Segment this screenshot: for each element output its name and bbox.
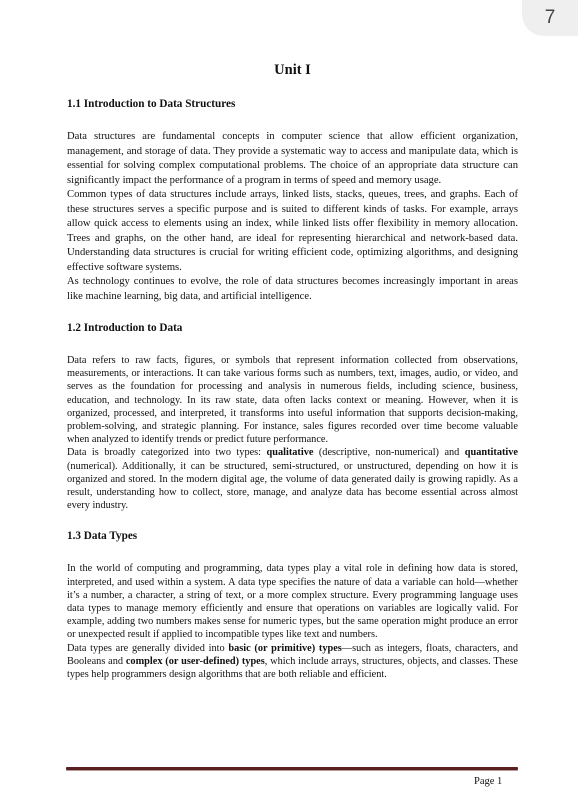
bold-term: complex (or user-defined) types — [125, 655, 265, 667]
text-run: Data is broadly categorized into two types: — [67, 447, 267, 459]
paragraph: Data refers to raw facts, figures, or symbols that represent information collected from observations, measurements, or interactions. It can take various forms such as numbers, text, images, audio, or video, and serves as the foundation for processing and analysis in numerous fields, including science, business, education, and technology. In its raw state, data often lacks context or meaning. However, when it is organized, processed, and interpreted, it transforms into useful information that supports decision-making, problem-solving, and strategic planning. For instance, sales figures recorded over time become valuable when analyzed to identify trends or predict future performance. — [67, 355, 518, 446]
footer-rule — [66, 767, 518, 770]
bold-term: qualitative — [266, 447, 314, 459]
corner-page-number: 7 — [522, 0, 578, 36]
text-run: (descriptive, non-numerical) and — [313, 447, 465, 459]
paragraph: In the world of computing and programming, data types play a vital role in defining how data is stored, interpreted, and used within a system. A data type specifies the nature of data a variable can hold—whether it’s a number, a character, a string of text, or a more complex structure. Every programming language uses data types to manage memory efficiently and ensure that operations on variables are logically valid. For example, adding two numbers makes sense for numeric types, but the same operation might produce an error or unexpected result if applied to incompatible types like text and numbers. — [67, 563, 518, 641]
footer-page-number: Page 1 — [474, 776, 503, 787]
text-run: —such as integers, floats, characters, and Booleans and — [67, 642, 518, 667]
unit-title: Unit I — [274, 62, 311, 78]
section-1-2 — [67, 321, 518, 512]
paragraph — [67, 446, 518, 512]
paragraph: Data structures are fundamental concepts in computer science that allow efficient organization, management, and storage of data. They provide a systematic way to access and manipulate data, which is essential for solving complex computational problems. The choice of an appropriate data structure can significantly impact the performance of a program in terms of speed and memory usage. — [67, 131, 518, 186]
section-1-1 — [67, 97, 518, 304]
section-heading: 1.2 Introduction to Data — [67, 322, 183, 334]
paragraph — [67, 642, 518, 682]
text-run: Data types are generally divided into — [67, 642, 229, 654]
text-run: , which include arrays, structures, objects, and classes. These types help programmers design algorithms that are both reliable and efficient. — [67, 655, 518, 681]
section-heading: 1.3 Data Types — [67, 530, 138, 543]
bold-term: quantitative — [464, 447, 518, 459]
text-run: (numerical). Additionally, it can be structured, semi-structured, or unstructured, depending on how it is organized and stored. In the modern digital age, the volume of data generated daily is growing rapidly. As a result, understanding how to collect, store, manage, and analyze data has become essential across almost every industry. — [67, 460, 518, 512]
section-heading: 1.1 Introduction to Data Structures — [67, 98, 236, 110]
bold-term: basic (or primitive) types — [228, 642, 342, 654]
paragraph: Common types of data structures include arrays, linked lists, stacks, queues, trees, and graphs. Each of these structures serves a specific purpose and is suited to different kinds of tasks. For example, arrays allow quick access to elements using an index, while linked lists offer flexibility in memory allocation. Trees and graphs, on the other hand, are ideal for representing hierarchical and network-based data. Understanding data structures is crucial for writing efficient code, optimizing algorithms, and designing effective software systems. — [67, 189, 518, 273]
document-body — [67, 56, 518, 681]
paragraph: As technology continues to evolve, the role of data structures becomes increasingly important in areas like machine learning, big data, and artificial intelligence. — [67, 276, 518, 302]
section-1-3 — [67, 529, 518, 681]
